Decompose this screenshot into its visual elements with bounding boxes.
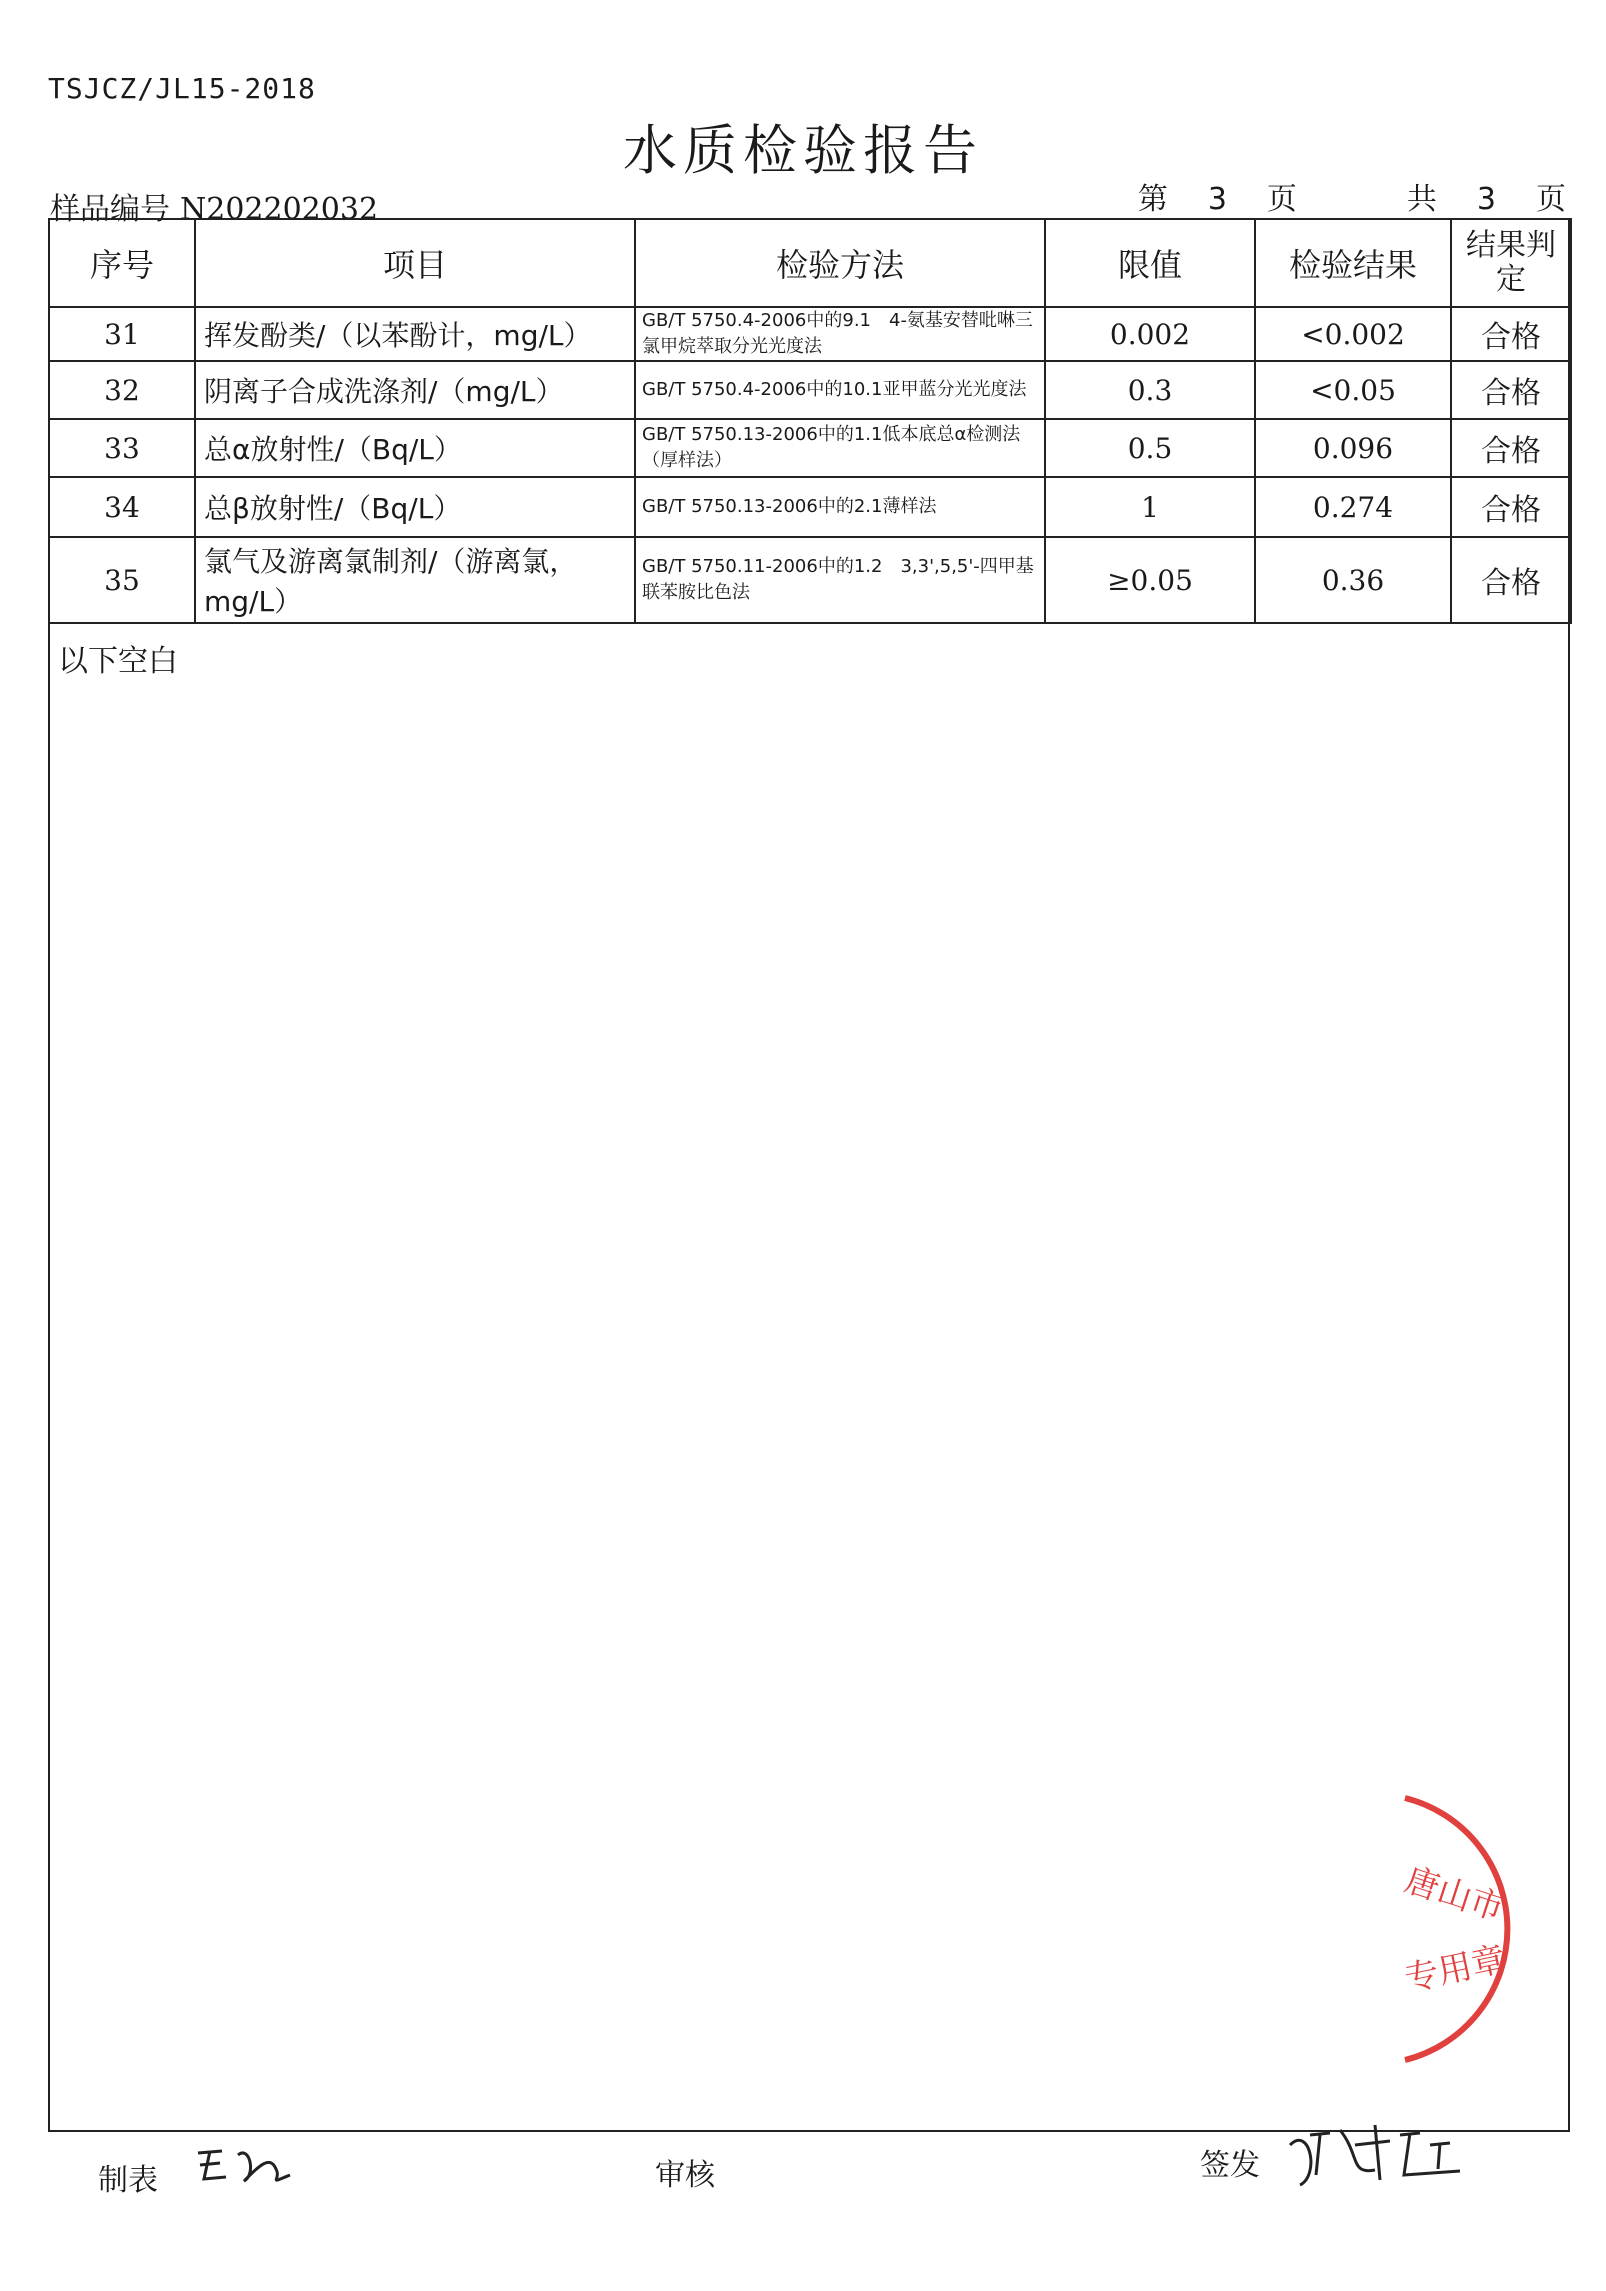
row-judgement: 合格 xyxy=(1451,307,1571,361)
total-label: 共 xyxy=(1406,182,1437,217)
sample-number-label: 样品编号 xyxy=(50,192,170,227)
blank-below-note: 以下空白 xyxy=(58,644,178,679)
report-title: 水质检验报告 xyxy=(623,119,983,182)
header-method: 检验方法 xyxy=(635,219,1045,307)
page-number: 3 xyxy=(1207,182,1227,217)
row-method: GB/T 5750.4-2006中的10.1亚甲蓝分光光度法 xyxy=(635,361,1045,419)
total-unit: 页 xyxy=(1536,182,1566,217)
seal-text-bottom: 专用章 xyxy=(1401,1939,1510,2000)
row-no: 31 xyxy=(49,307,195,361)
row-method: GB/T 5750.13-2006中的2.1薄样法 xyxy=(635,477,1045,537)
row-judgement: 合格 xyxy=(1451,477,1571,537)
row-no: 34 xyxy=(49,477,195,537)
row-item: 挥发酚类/（以苯酚计，mg/L） xyxy=(195,307,635,361)
row-limit: 0.5 xyxy=(1045,419,1255,477)
header-judgement: 结果判定 xyxy=(1451,219,1571,307)
total-pages: 3 xyxy=(1476,182,1496,217)
page-label: 第 xyxy=(1137,182,1168,217)
row-method: GB/T 5750.4-2006中的9.1 4-氨基安替吡啉三氯甲烷萃取分光光度法 xyxy=(635,307,1045,361)
row-limit: 0.3 xyxy=(1045,361,1255,419)
row-judgement: 合格 xyxy=(1451,537,1571,623)
table-row xyxy=(49,419,1571,477)
official-seal xyxy=(1395,1790,1565,2070)
table-row xyxy=(49,537,1571,623)
table-row xyxy=(49,361,1571,419)
row-no: 35 xyxy=(49,537,195,623)
row-limit: ≥0.05 xyxy=(1045,537,1255,623)
header-item: 项目 xyxy=(195,219,635,307)
header-no: 序号 xyxy=(49,219,195,307)
page-unit: 页 xyxy=(1266,182,1297,217)
footer-reviewer-label: 审核 xyxy=(655,2158,715,2193)
row-result: 0.096 xyxy=(1255,419,1451,477)
issuer-signature xyxy=(1280,2115,1480,2195)
row-no: 32 xyxy=(49,361,195,419)
seal-text-top: 唐山市 xyxy=(1399,1860,1510,1930)
document-code: TSJCZ/JL15-2018 xyxy=(48,72,316,105)
row-judgement: 合格 xyxy=(1451,419,1571,477)
results-table xyxy=(48,218,1572,624)
row-limit: 0.002 xyxy=(1045,307,1255,361)
row-result: <0.002 xyxy=(1255,307,1451,361)
header-result: 检验结果 xyxy=(1255,219,1451,307)
row-result: <0.05 xyxy=(1255,361,1451,419)
row-method: GB/T 5750.11-2006中的1.2 3,3',5,5'-四甲基联苯胺比色法 xyxy=(635,537,1045,623)
table-row xyxy=(49,307,1571,361)
row-limit: 1 xyxy=(1045,477,1255,537)
table-row xyxy=(49,477,1571,537)
row-method: GB/T 5750.13-2006中的1.1低本底总α检测法（厚样法） xyxy=(635,419,1045,477)
row-item: 阴离子合成洗涤剂/（mg/L） xyxy=(195,361,635,419)
row-result: 0.274 xyxy=(1255,477,1451,537)
row-item: 氯气及游离氯制剂/（游离氯，mg/L） xyxy=(195,537,635,623)
row-result: 0.36 xyxy=(1255,537,1451,623)
footer-maker-label: 制表 xyxy=(98,2163,158,2198)
footer-issuer-label: 签发 xyxy=(1200,2148,1260,2183)
row-item: 总α放射性/（Bq/L） xyxy=(195,419,635,477)
maker-signature xyxy=(190,2135,300,2195)
sample-number-value: N202202032 xyxy=(180,192,379,227)
page-indicator xyxy=(1138,174,1566,218)
row-no: 33 xyxy=(49,419,195,477)
row-item: 总β放射性/（Bq/L） xyxy=(195,477,635,537)
row-judgement: 合格 xyxy=(1451,361,1571,419)
table-header-row xyxy=(49,219,1571,307)
header-limit: 限值 xyxy=(1045,219,1255,307)
